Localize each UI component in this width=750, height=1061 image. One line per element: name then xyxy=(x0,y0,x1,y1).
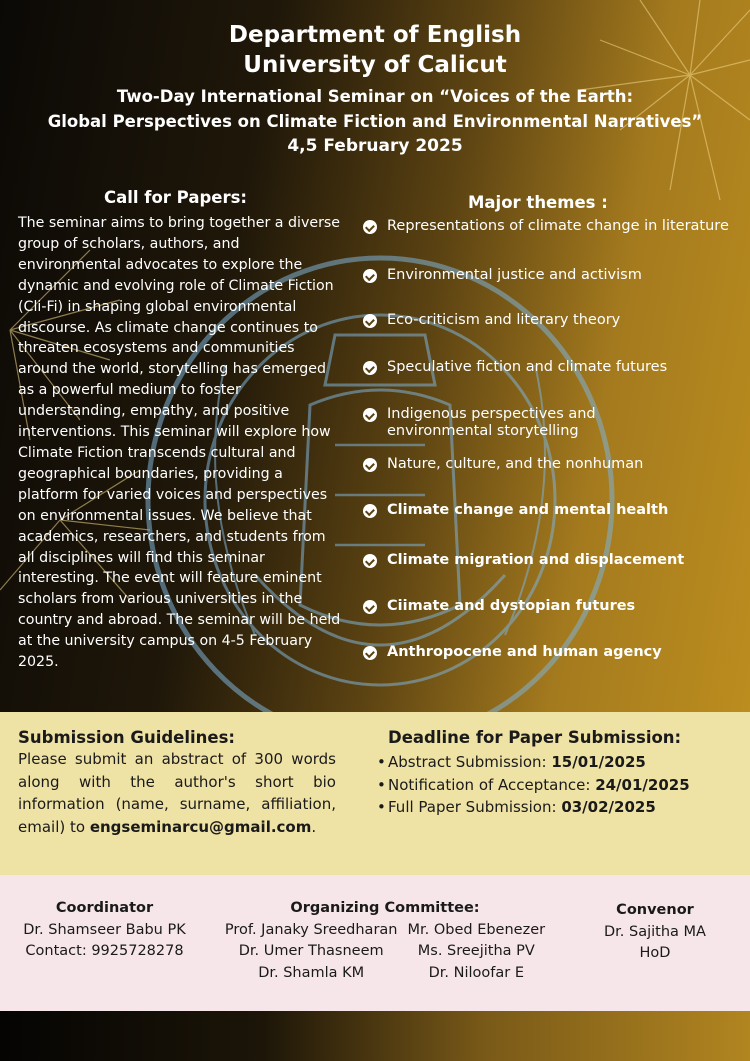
department-title: Department of English xyxy=(228,22,522,48)
theme-item: Eco-criticism and literary theory xyxy=(363,312,743,329)
header xyxy=(0,20,750,158)
coordinator-block xyxy=(0,898,209,963)
bottom-strip xyxy=(0,1011,750,1061)
deadline-item: • Full Paper Submission: 03/02/2025 xyxy=(377,796,690,819)
theme-item: Environmental justice and activism xyxy=(363,267,743,284)
theme-item: Indigenous perspectives and environmental storytelling xyxy=(363,406,613,440)
theme-item: Speculative fiction and climate futures xyxy=(363,359,743,376)
check-circle-icon xyxy=(363,646,377,660)
seminar-title-line-2: Global Perspectives on Climate Fiction and Environmental Narratives” xyxy=(47,112,703,131)
committee-right-column xyxy=(407,920,545,985)
check-circle-icon xyxy=(363,220,377,234)
call-for-papers-heading: Call for Papers: xyxy=(103,188,248,207)
deadline-item: • Abstract Submission: 15/01/2025 xyxy=(377,751,690,774)
check-circle-icon xyxy=(363,269,377,283)
check-circle-icon xyxy=(363,361,377,375)
committee-member: Prof. Janaky Sreedharan xyxy=(224,921,398,938)
seminar-title-line-1: Two-Day International Seminar on “Voices of the Earth: xyxy=(116,87,634,106)
theme-item: Climate migration and displacement xyxy=(363,552,743,569)
committee-heading: Organizing Committee: xyxy=(290,900,480,916)
theme-item: Climate change and mental health xyxy=(363,502,743,519)
committee-member: Dr. Niloofar E xyxy=(428,964,524,981)
check-circle-icon xyxy=(363,504,377,518)
major-themes-heading: Major themes : xyxy=(468,193,608,212)
theme-item: Nature, culture, and the nonhuman xyxy=(363,456,743,473)
committee-member: Mr. Obed Ebenezer xyxy=(407,921,546,938)
deadline-list xyxy=(377,751,690,819)
theme-item: Anthropocene and human agency xyxy=(363,644,743,661)
convenor-block xyxy=(580,900,730,965)
convenor-role: HoD xyxy=(639,945,671,961)
submission-guidelines-body: Please submit an abstract of 300 words along with the author's short bio information (name, surname, affiliation, email) to engseminarcu@gmail.com. xyxy=(18,750,336,836)
theme-item: Ciimate and dystopian futures xyxy=(363,598,743,615)
convenor-heading: Convenor xyxy=(616,902,694,918)
convenor-name: Dr. Sajitha MA xyxy=(604,923,706,940)
committee-left-column xyxy=(225,920,398,985)
university-title: University of Calicut xyxy=(243,52,507,78)
committee-block xyxy=(210,898,560,984)
organizers-section xyxy=(0,875,750,1011)
coordinator-contact: Contact: 9925728278 xyxy=(25,943,184,959)
call-for-papers-body: The seminar aims to bring together a diverse group of scholars, authors, and environmental advocates to explore the dynamic and evolving role of Climate Fiction (Cli-Fi) in shaping global environmental discourse. As climate change continues to threaten ecosystems and communities around the world, storytelling has emerged as a powerful medium to foster understanding, empathy, and positive interventions. This seminar will explore how Climate Fiction transcends cultural and geographical boundaries, providing a platform for varied voices and perspectives on environmental issues. We believe that academics, researchers, and students from all disciplines will find this seminar interesting. The event will feature eminent scholars from various universities in the country and abroad. The seminar will be held at the university campus on 4-5 February 2025. xyxy=(18,215,341,671)
deadline-item: • Notification of Acceptance: 24/01/2025 xyxy=(377,774,690,797)
coordinator-heading: Coordinator xyxy=(55,900,154,916)
check-circle-icon xyxy=(363,554,377,568)
committee-member: Ms. Sreejitha PV xyxy=(417,943,535,959)
check-circle-icon xyxy=(363,600,377,614)
check-circle-icon xyxy=(363,408,377,422)
check-circle-icon xyxy=(363,314,377,328)
committee-member: Dr. Shamla KM xyxy=(258,964,365,981)
theme-item: Representations of climate change in literature xyxy=(363,218,743,235)
seminar-date: 4,5 February 2025 xyxy=(287,136,463,156)
submission-section xyxy=(0,712,750,875)
check-circle-icon xyxy=(363,458,377,472)
deadline-heading: Deadline for Paper Submission: xyxy=(388,728,682,747)
committee-member: Dr. Umer Thasneem xyxy=(238,943,384,959)
submission-guidelines-heading: Submission Guidelines: xyxy=(18,728,236,747)
submission-email-link[interactable]: engseminarcu@gmail.com xyxy=(89,817,312,836)
coordinator-name: Dr. Shamseer Babu PK xyxy=(23,921,186,938)
